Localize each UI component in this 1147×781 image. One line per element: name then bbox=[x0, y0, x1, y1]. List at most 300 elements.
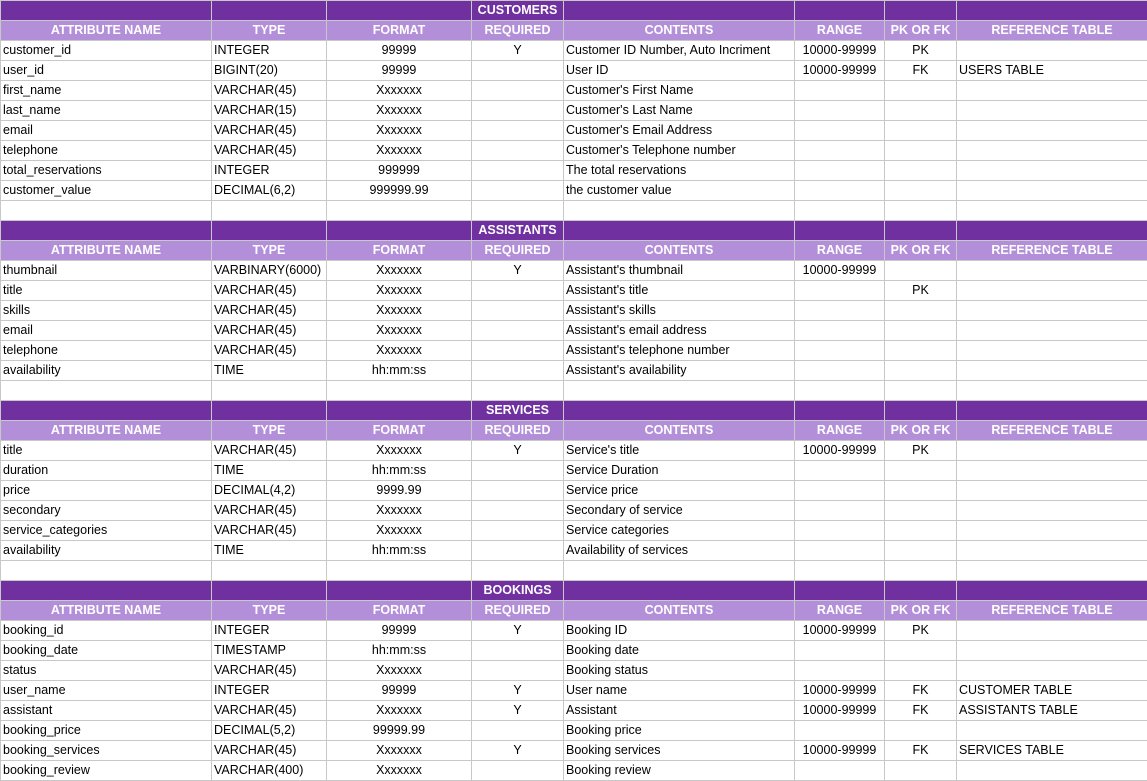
cell-reference-table[interactable] bbox=[957, 661, 1147, 681]
cell-type[interactable]: VARCHAR(45) bbox=[212, 321, 327, 341]
cell-format[interactable]: hh:mm:ss bbox=[327, 641, 472, 661]
cell-attribute-name[interactable]: user_name bbox=[1, 681, 212, 701]
cell-type[interactable]: VARCHAR(45) bbox=[212, 341, 327, 361]
cell-reference-table[interactable] bbox=[957, 641, 1147, 661]
cell-attribute-name[interactable]: telephone bbox=[1, 141, 212, 161]
empty-cell[interactable] bbox=[472, 561, 564, 581]
cell-range[interactable] bbox=[795, 281, 885, 301]
cell-pk-or-fk[interactable] bbox=[885, 761, 957, 781]
cell-pk-or-fk[interactable] bbox=[885, 341, 957, 361]
cell-format[interactable]: Xxxxxxx bbox=[327, 281, 472, 301]
cell-type[interactable]: TIME bbox=[212, 461, 327, 481]
cell-pk-or-fk[interactable]: PK bbox=[885, 281, 957, 301]
cell-contents[interactable]: Assistant's thumbnail bbox=[564, 261, 795, 281]
cell-format[interactable]: Xxxxxxx bbox=[327, 81, 472, 101]
cell-format[interactable]: Xxxxxxx bbox=[327, 261, 472, 281]
cell-pk-or-fk[interactable] bbox=[885, 101, 957, 121]
cell-reference-table[interactable] bbox=[957, 81, 1147, 101]
column-header-contents[interactable]: CONTENTS bbox=[564, 21, 795, 41]
empty-cell[interactable] bbox=[885, 561, 957, 581]
cell-reference-table[interactable] bbox=[957, 501, 1147, 521]
cell-pk-or-fk[interactable] bbox=[885, 461, 957, 481]
empty-cell[interactable] bbox=[957, 561, 1147, 581]
column-header-type[interactable]: TYPE bbox=[212, 241, 327, 261]
column-header-reference-table[interactable]: REFERENCE TABLE bbox=[957, 241, 1147, 261]
cell-type[interactable]: VARCHAR(45) bbox=[212, 701, 327, 721]
cell-type[interactable]: VARCHAR(45) bbox=[212, 441, 327, 461]
cell-type[interactable]: DECIMAL(5,2) bbox=[212, 721, 327, 741]
cell-reference-table[interactable] bbox=[957, 101, 1147, 121]
cell-reference-table[interactable] bbox=[957, 761, 1147, 781]
column-header-reference-table[interactable]: REFERENCE TABLE bbox=[957, 21, 1147, 41]
cell-pk-or-fk[interactable]: FK bbox=[885, 61, 957, 81]
column-header-range[interactable]: RANGE bbox=[795, 421, 885, 441]
cell-required[interactable]: Y bbox=[472, 41, 564, 61]
cell-pk-or-fk[interactable] bbox=[885, 161, 957, 181]
cell-required[interactable] bbox=[472, 321, 564, 341]
cell-contents[interactable]: Assistant's skills bbox=[564, 301, 795, 321]
cell-required[interactable] bbox=[472, 101, 564, 121]
cell-pk-or-fk[interactable] bbox=[885, 541, 957, 561]
cell-type[interactable]: VARCHAR(15) bbox=[212, 101, 327, 121]
cell-attribute-name[interactable]: booking_review bbox=[1, 761, 212, 781]
column-header-reference-table[interactable]: REFERENCE TABLE bbox=[957, 601, 1147, 621]
cell-pk-or-fk[interactable] bbox=[885, 81, 957, 101]
cell-format[interactable]: 999999 bbox=[327, 161, 472, 181]
empty-cell[interactable] bbox=[327, 381, 472, 401]
title-row-cell[interactable] bbox=[212, 581, 327, 601]
cell-contents[interactable]: Customer's First Name bbox=[564, 81, 795, 101]
cell-required[interactable] bbox=[472, 721, 564, 741]
cell-reference-table[interactable] bbox=[957, 261, 1147, 281]
cell-reference-table[interactable] bbox=[957, 321, 1147, 341]
column-header-pk-or-fk[interactable]: PK OR FK bbox=[885, 421, 957, 441]
cell-pk-or-fk[interactable] bbox=[885, 141, 957, 161]
cell-reference-table[interactable] bbox=[957, 181, 1147, 201]
cell-format[interactable]: Xxxxxxx bbox=[327, 301, 472, 321]
cell-range[interactable] bbox=[795, 461, 885, 481]
title-row-cell[interactable] bbox=[1, 221, 212, 241]
cell-contents[interactable]: Booking price bbox=[564, 721, 795, 741]
cell-attribute-name[interactable]: user_id bbox=[1, 61, 212, 81]
cell-required[interactable]: Y bbox=[472, 701, 564, 721]
empty-cell[interactable] bbox=[957, 201, 1147, 221]
cell-pk-or-fk[interactable]: PK bbox=[885, 621, 957, 641]
cell-reference-table[interactable] bbox=[957, 361, 1147, 381]
cell-range[interactable] bbox=[795, 81, 885, 101]
cell-range[interactable] bbox=[795, 181, 885, 201]
cell-required[interactable] bbox=[472, 761, 564, 781]
cell-reference-table[interactable] bbox=[957, 301, 1147, 321]
empty-cell[interactable] bbox=[327, 201, 472, 221]
cell-format[interactable]: 999999.99 bbox=[327, 181, 472, 201]
title-row-cell[interactable] bbox=[957, 401, 1147, 421]
column-header-attribute-name[interactable]: ATTRIBUTE NAME bbox=[1, 421, 212, 441]
cell-attribute-name[interactable]: total_reservations bbox=[1, 161, 212, 181]
cell-range[interactable] bbox=[795, 341, 885, 361]
cell-type[interactable]: VARCHAR(45) bbox=[212, 141, 327, 161]
column-header-format[interactable]: FORMAT bbox=[327, 21, 472, 41]
title-row-cell[interactable] bbox=[885, 221, 957, 241]
cell-attribute-name[interactable]: booking_id bbox=[1, 621, 212, 641]
empty-cell[interactable] bbox=[564, 381, 795, 401]
cell-range[interactable] bbox=[795, 141, 885, 161]
cell-format[interactable]: Xxxxxxx bbox=[327, 341, 472, 361]
cell-reference-table[interactable] bbox=[957, 161, 1147, 181]
column-header-type[interactable]: TYPE bbox=[212, 421, 327, 441]
cell-reference-table[interactable] bbox=[957, 121, 1147, 141]
cell-type[interactable]: TIME bbox=[212, 361, 327, 381]
cell-required[interactable] bbox=[472, 161, 564, 181]
title-row-cell[interactable] bbox=[885, 581, 957, 601]
cell-contents[interactable]: Customer ID Number, Auto Incriment bbox=[564, 41, 795, 61]
cell-pk-or-fk[interactable]: FK bbox=[885, 681, 957, 701]
cell-attribute-name[interactable]: assistant bbox=[1, 701, 212, 721]
cell-required[interactable] bbox=[472, 641, 564, 661]
cell-reference-table[interactable] bbox=[957, 41, 1147, 61]
title-row-cell[interactable] bbox=[795, 581, 885, 601]
title-row-cell[interactable] bbox=[564, 581, 795, 601]
cell-required[interactable] bbox=[472, 121, 564, 141]
cell-format[interactable]: 99999 bbox=[327, 681, 472, 701]
cell-attribute-name[interactable]: email bbox=[1, 121, 212, 141]
cell-required[interactable]: Y bbox=[472, 621, 564, 641]
cell-contents[interactable]: the customer value bbox=[564, 181, 795, 201]
cell-reference-table[interactable] bbox=[957, 281, 1147, 301]
empty-cell[interactable] bbox=[472, 381, 564, 401]
cell-format[interactable]: Xxxxxxx bbox=[327, 661, 472, 681]
cell-attribute-name[interactable]: availability bbox=[1, 361, 212, 381]
title-row-cell[interactable] bbox=[212, 1, 327, 21]
cell-type[interactable]: INTEGER bbox=[212, 681, 327, 701]
cell-format[interactable]: hh:mm:ss bbox=[327, 461, 472, 481]
cell-required[interactable]: Y bbox=[472, 741, 564, 761]
cell-required[interactable] bbox=[472, 341, 564, 361]
cell-type[interactable]: VARCHAR(45) bbox=[212, 741, 327, 761]
cell-required[interactable] bbox=[472, 361, 564, 381]
cell-reference-table[interactable] bbox=[957, 141, 1147, 161]
cell-pk-or-fk[interactable] bbox=[885, 121, 957, 141]
cell-reference-table[interactable] bbox=[957, 341, 1147, 361]
cell-range[interactable] bbox=[795, 661, 885, 681]
cell-range[interactable] bbox=[795, 721, 885, 741]
cell-required[interactable] bbox=[472, 181, 564, 201]
empty-cell[interactable] bbox=[795, 561, 885, 581]
cell-contents[interactable]: Booking date bbox=[564, 641, 795, 661]
cell-required[interactable] bbox=[472, 141, 564, 161]
cell-type[interactable]: DECIMAL(4,2) bbox=[212, 481, 327, 501]
cell-type[interactable]: VARCHAR(45) bbox=[212, 281, 327, 301]
title-row-cell[interactable] bbox=[795, 221, 885, 241]
empty-cell[interactable] bbox=[957, 381, 1147, 401]
column-header-required[interactable]: REQUIRED bbox=[472, 421, 564, 441]
empty-cell[interactable] bbox=[1, 201, 212, 221]
title-row-cell[interactable] bbox=[957, 221, 1147, 241]
title-row-cell[interactable] bbox=[1, 401, 212, 421]
title-row-cell[interactable] bbox=[795, 401, 885, 421]
empty-cell[interactable] bbox=[212, 561, 327, 581]
cell-contents[interactable]: Booking services bbox=[564, 741, 795, 761]
cell-required[interactable] bbox=[472, 661, 564, 681]
cell-required[interactable]: Y bbox=[472, 681, 564, 701]
cell-format[interactable]: Xxxxxxx bbox=[327, 101, 472, 121]
empty-cell[interactable] bbox=[885, 381, 957, 401]
column-header-format[interactable]: FORMAT bbox=[327, 601, 472, 621]
cell-reference-table[interactable]: ASSISTANTS TABLE bbox=[957, 701, 1147, 721]
cell-format[interactable]: 9999.99 bbox=[327, 481, 472, 501]
cell-range[interactable]: 10000-99999 bbox=[795, 621, 885, 641]
title-row-cell[interactable] bbox=[564, 221, 795, 241]
cell-required[interactable] bbox=[472, 281, 564, 301]
cell-type[interactable]: TIME bbox=[212, 541, 327, 561]
cell-type[interactable]: TIMESTAMP bbox=[212, 641, 327, 661]
cell-contents[interactable]: Service Duration bbox=[564, 461, 795, 481]
cell-reference-table[interactable] bbox=[957, 541, 1147, 561]
cell-range[interactable] bbox=[795, 101, 885, 121]
cell-format[interactable]: Xxxxxxx bbox=[327, 501, 472, 521]
cell-range[interactable]: 10000-99999 bbox=[795, 681, 885, 701]
cell-pk-or-fk[interactable] bbox=[885, 481, 957, 501]
empty-cell[interactable] bbox=[795, 201, 885, 221]
cell-range[interactable]: 10000-99999 bbox=[795, 741, 885, 761]
cell-format[interactable]: Xxxxxxx bbox=[327, 521, 472, 541]
cell-format[interactable]: hh:mm:ss bbox=[327, 361, 472, 381]
cell-attribute-name[interactable]: customer_value bbox=[1, 181, 212, 201]
cell-range[interactable] bbox=[795, 121, 885, 141]
title-row-cell[interactable] bbox=[564, 401, 795, 421]
title-row-cell[interactable] bbox=[564, 1, 795, 21]
cell-reference-table[interactable]: SERVICES TABLE bbox=[957, 741, 1147, 761]
cell-pk-or-fk[interactable] bbox=[885, 641, 957, 661]
cell-contents[interactable]: Assistant's title bbox=[564, 281, 795, 301]
cell-range[interactable]: 10000-99999 bbox=[795, 61, 885, 81]
cell-type[interactable]: BIGINT(20) bbox=[212, 61, 327, 81]
cell-type[interactable]: VARCHAR(45) bbox=[212, 81, 327, 101]
cell-reference-table[interactable]: CUSTOMER TABLE bbox=[957, 681, 1147, 701]
cell-attribute-name[interactable]: price bbox=[1, 481, 212, 501]
cell-attribute-name[interactable]: skills bbox=[1, 301, 212, 321]
cell-type[interactable]: VARCHAR(45) bbox=[212, 661, 327, 681]
cell-format[interactable]: Xxxxxxx bbox=[327, 141, 472, 161]
cell-pk-or-fk[interactable]: FK bbox=[885, 701, 957, 721]
cell-attribute-name[interactable]: booking_services bbox=[1, 741, 212, 761]
cell-attribute-name[interactable]: availability bbox=[1, 541, 212, 561]
cell-format[interactable]: Xxxxxxx bbox=[327, 121, 472, 141]
cell-pk-or-fk[interactable]: PK bbox=[885, 41, 957, 61]
column-header-range[interactable]: RANGE bbox=[795, 21, 885, 41]
cell-contents[interactable]: Customer's Telephone number bbox=[564, 141, 795, 161]
assistants-table-title[interactable]: ASSISTANTS bbox=[472, 221, 564, 241]
cell-contents[interactable]: User ID bbox=[564, 61, 795, 81]
title-row-cell[interactable] bbox=[327, 401, 472, 421]
cell-required[interactable] bbox=[472, 501, 564, 521]
cell-contents[interactable]: Customer's Last Name bbox=[564, 101, 795, 121]
cell-required[interactable] bbox=[472, 541, 564, 561]
column-header-contents[interactable]: CONTENTS bbox=[564, 601, 795, 621]
title-row-cell[interactable] bbox=[957, 1, 1147, 21]
cell-range[interactable] bbox=[795, 761, 885, 781]
cell-pk-or-fk[interactable] bbox=[885, 261, 957, 281]
cell-attribute-name[interactable]: title bbox=[1, 281, 212, 301]
cell-format[interactable]: Xxxxxxx bbox=[327, 701, 472, 721]
cell-attribute-name[interactable]: customer_id bbox=[1, 41, 212, 61]
cell-reference-table[interactable] bbox=[957, 721, 1147, 741]
cell-required[interactable]: Y bbox=[472, 441, 564, 461]
cell-contents[interactable]: Booking ID bbox=[564, 621, 795, 641]
cell-attribute-name[interactable]: secondary bbox=[1, 501, 212, 521]
cell-attribute-name[interactable]: last_name bbox=[1, 101, 212, 121]
customers-table-title[interactable]: CUSTOMERS bbox=[472, 1, 564, 21]
cell-format[interactable]: 99999 bbox=[327, 61, 472, 81]
cell-range[interactable] bbox=[795, 361, 885, 381]
cell-type[interactable]: VARBINARY(6000) bbox=[212, 261, 327, 281]
cell-range[interactable] bbox=[795, 501, 885, 521]
services-table-title[interactable]: SERVICES bbox=[472, 401, 564, 421]
cell-pk-or-fk[interactable] bbox=[885, 521, 957, 541]
cell-format[interactable]: Xxxxxxx bbox=[327, 321, 472, 341]
cell-contents[interactable]: Assistant's email address bbox=[564, 321, 795, 341]
cell-required[interactable] bbox=[472, 481, 564, 501]
cell-range[interactable]: 10000-99999 bbox=[795, 41, 885, 61]
cell-format[interactable]: Xxxxxxx bbox=[327, 761, 472, 781]
cell-contents[interactable]: Booking review bbox=[564, 761, 795, 781]
column-header-pk-or-fk[interactable]: PK OR FK bbox=[885, 21, 957, 41]
empty-cell[interactable] bbox=[212, 201, 327, 221]
cell-range[interactable] bbox=[795, 641, 885, 661]
title-row-cell[interactable] bbox=[795, 1, 885, 21]
cell-type[interactable]: VARCHAR(45) bbox=[212, 121, 327, 141]
column-header-attribute-name[interactable]: ATTRIBUTE NAME bbox=[1, 601, 212, 621]
cell-attribute-name[interactable]: booking_date bbox=[1, 641, 212, 661]
cell-attribute-name[interactable]: status bbox=[1, 661, 212, 681]
column-header-type[interactable]: TYPE bbox=[212, 21, 327, 41]
cell-contents[interactable]: The total reservations bbox=[564, 161, 795, 181]
cell-pk-or-fk[interactable] bbox=[885, 361, 957, 381]
cell-pk-or-fk[interactable] bbox=[885, 321, 957, 341]
cell-reference-table[interactable] bbox=[957, 441, 1147, 461]
empty-cell[interactable] bbox=[327, 561, 472, 581]
title-row-cell[interactable] bbox=[957, 581, 1147, 601]
cell-attribute-name[interactable]: title bbox=[1, 441, 212, 461]
cell-reference-table[interactable] bbox=[957, 461, 1147, 481]
title-row-cell[interactable] bbox=[1, 581, 212, 601]
column-header-required[interactable]: REQUIRED bbox=[472, 21, 564, 41]
title-row-cell[interactable] bbox=[885, 401, 957, 421]
cell-required[interactable] bbox=[472, 301, 564, 321]
column-header-range[interactable]: RANGE bbox=[795, 241, 885, 261]
cell-pk-or-fk[interactable] bbox=[885, 181, 957, 201]
cell-range[interactable] bbox=[795, 521, 885, 541]
cell-pk-or-fk[interactable] bbox=[885, 501, 957, 521]
empty-cell[interactable] bbox=[472, 201, 564, 221]
cell-contents[interactable]: Customer's Email Address bbox=[564, 121, 795, 141]
cell-pk-or-fk[interactable]: FK bbox=[885, 741, 957, 761]
cell-format[interactable]: Xxxxxxx bbox=[327, 441, 472, 461]
cell-contents[interactable]: Booking status bbox=[564, 661, 795, 681]
cell-reference-table[interactable] bbox=[957, 621, 1147, 641]
cell-type[interactable]: INTEGER bbox=[212, 161, 327, 181]
cell-required[interactable] bbox=[472, 461, 564, 481]
column-header-contents[interactable]: CONTENTS bbox=[564, 421, 795, 441]
cell-range[interactable]: 10000-99999 bbox=[795, 441, 885, 461]
cell-range[interactable] bbox=[795, 481, 885, 501]
bookings-table-title[interactable]: BOOKINGS bbox=[472, 581, 564, 601]
cell-contents[interactable]: Assistant's availability bbox=[564, 361, 795, 381]
cell-type[interactable]: INTEGER bbox=[212, 621, 327, 641]
cell-contents[interactable]: Secondary of service bbox=[564, 501, 795, 521]
cell-required[interactable] bbox=[472, 81, 564, 101]
cell-attribute-name[interactable]: thumbnail bbox=[1, 261, 212, 281]
empty-cell[interactable] bbox=[1, 561, 212, 581]
cell-contents[interactable]: Service price bbox=[564, 481, 795, 501]
column-header-format[interactable]: FORMAT bbox=[327, 241, 472, 261]
cell-range[interactable]: 10000-99999 bbox=[795, 261, 885, 281]
cell-range[interactable] bbox=[795, 301, 885, 321]
cell-required[interactable] bbox=[472, 521, 564, 541]
empty-cell[interactable] bbox=[795, 381, 885, 401]
column-header-contents[interactable]: CONTENTS bbox=[564, 241, 795, 261]
cell-type[interactable]: INTEGER bbox=[212, 41, 327, 61]
cell-format[interactable]: Xxxxxxx bbox=[327, 741, 472, 761]
cell-attribute-name[interactable]: telephone bbox=[1, 341, 212, 361]
cell-type[interactable]: VARCHAR(400) bbox=[212, 761, 327, 781]
cell-attribute-name[interactable]: duration bbox=[1, 461, 212, 481]
cell-pk-or-fk[interactable] bbox=[885, 721, 957, 741]
cell-format[interactable]: 99999.99 bbox=[327, 721, 472, 741]
cell-pk-or-fk[interactable]: PK bbox=[885, 441, 957, 461]
empty-cell[interactable] bbox=[212, 381, 327, 401]
column-header-pk-or-fk[interactable]: PK OR FK bbox=[885, 601, 957, 621]
column-header-attribute-name[interactable]: ATTRIBUTE NAME bbox=[1, 241, 212, 261]
cell-contents[interactable]: Service categories bbox=[564, 521, 795, 541]
cell-reference-table[interactable] bbox=[957, 481, 1147, 501]
empty-cell[interactable] bbox=[564, 201, 795, 221]
cell-pk-or-fk[interactable] bbox=[885, 301, 957, 321]
cell-contents[interactable]: Assistant bbox=[564, 701, 795, 721]
cell-contents[interactable]: Assistant's telephone number bbox=[564, 341, 795, 361]
column-header-required[interactable]: REQUIRED bbox=[472, 601, 564, 621]
empty-cell[interactable] bbox=[564, 561, 795, 581]
cell-required[interactable] bbox=[472, 61, 564, 81]
cell-reference-table[interactable] bbox=[957, 521, 1147, 541]
cell-required[interactable]: Y bbox=[472, 261, 564, 281]
cell-range[interactable] bbox=[795, 161, 885, 181]
title-row-cell[interactable] bbox=[327, 581, 472, 601]
title-row-cell[interactable] bbox=[327, 221, 472, 241]
cell-range[interactable] bbox=[795, 541, 885, 561]
title-row-cell[interactable] bbox=[327, 1, 472, 21]
cell-contents[interactable]: Availability of services bbox=[564, 541, 795, 561]
title-row-cell[interactable] bbox=[885, 1, 957, 21]
column-header-attribute-name[interactable]: ATTRIBUTE NAME bbox=[1, 21, 212, 41]
cell-range[interactable]: 10000-99999 bbox=[795, 701, 885, 721]
column-header-range[interactable]: RANGE bbox=[795, 601, 885, 621]
cell-type[interactable]: VARCHAR(45) bbox=[212, 301, 327, 321]
empty-cell[interactable] bbox=[885, 201, 957, 221]
cell-type[interactable]: DECIMAL(6,2) bbox=[212, 181, 327, 201]
cell-contents[interactable]: User name bbox=[564, 681, 795, 701]
cell-attribute-name[interactable]: first_name bbox=[1, 81, 212, 101]
cell-range[interactable] bbox=[795, 321, 885, 341]
empty-cell[interactable] bbox=[1, 381, 212, 401]
title-row-cell[interactable] bbox=[1, 1, 212, 21]
cell-format[interactable]: 99999 bbox=[327, 41, 472, 61]
column-header-type[interactable]: TYPE bbox=[212, 601, 327, 621]
column-header-required[interactable]: REQUIRED bbox=[472, 241, 564, 261]
cell-type[interactable]: VARCHAR(45) bbox=[212, 521, 327, 541]
cell-format[interactable]: hh:mm:ss bbox=[327, 541, 472, 561]
cell-contents[interactable]: Service's title bbox=[564, 441, 795, 461]
